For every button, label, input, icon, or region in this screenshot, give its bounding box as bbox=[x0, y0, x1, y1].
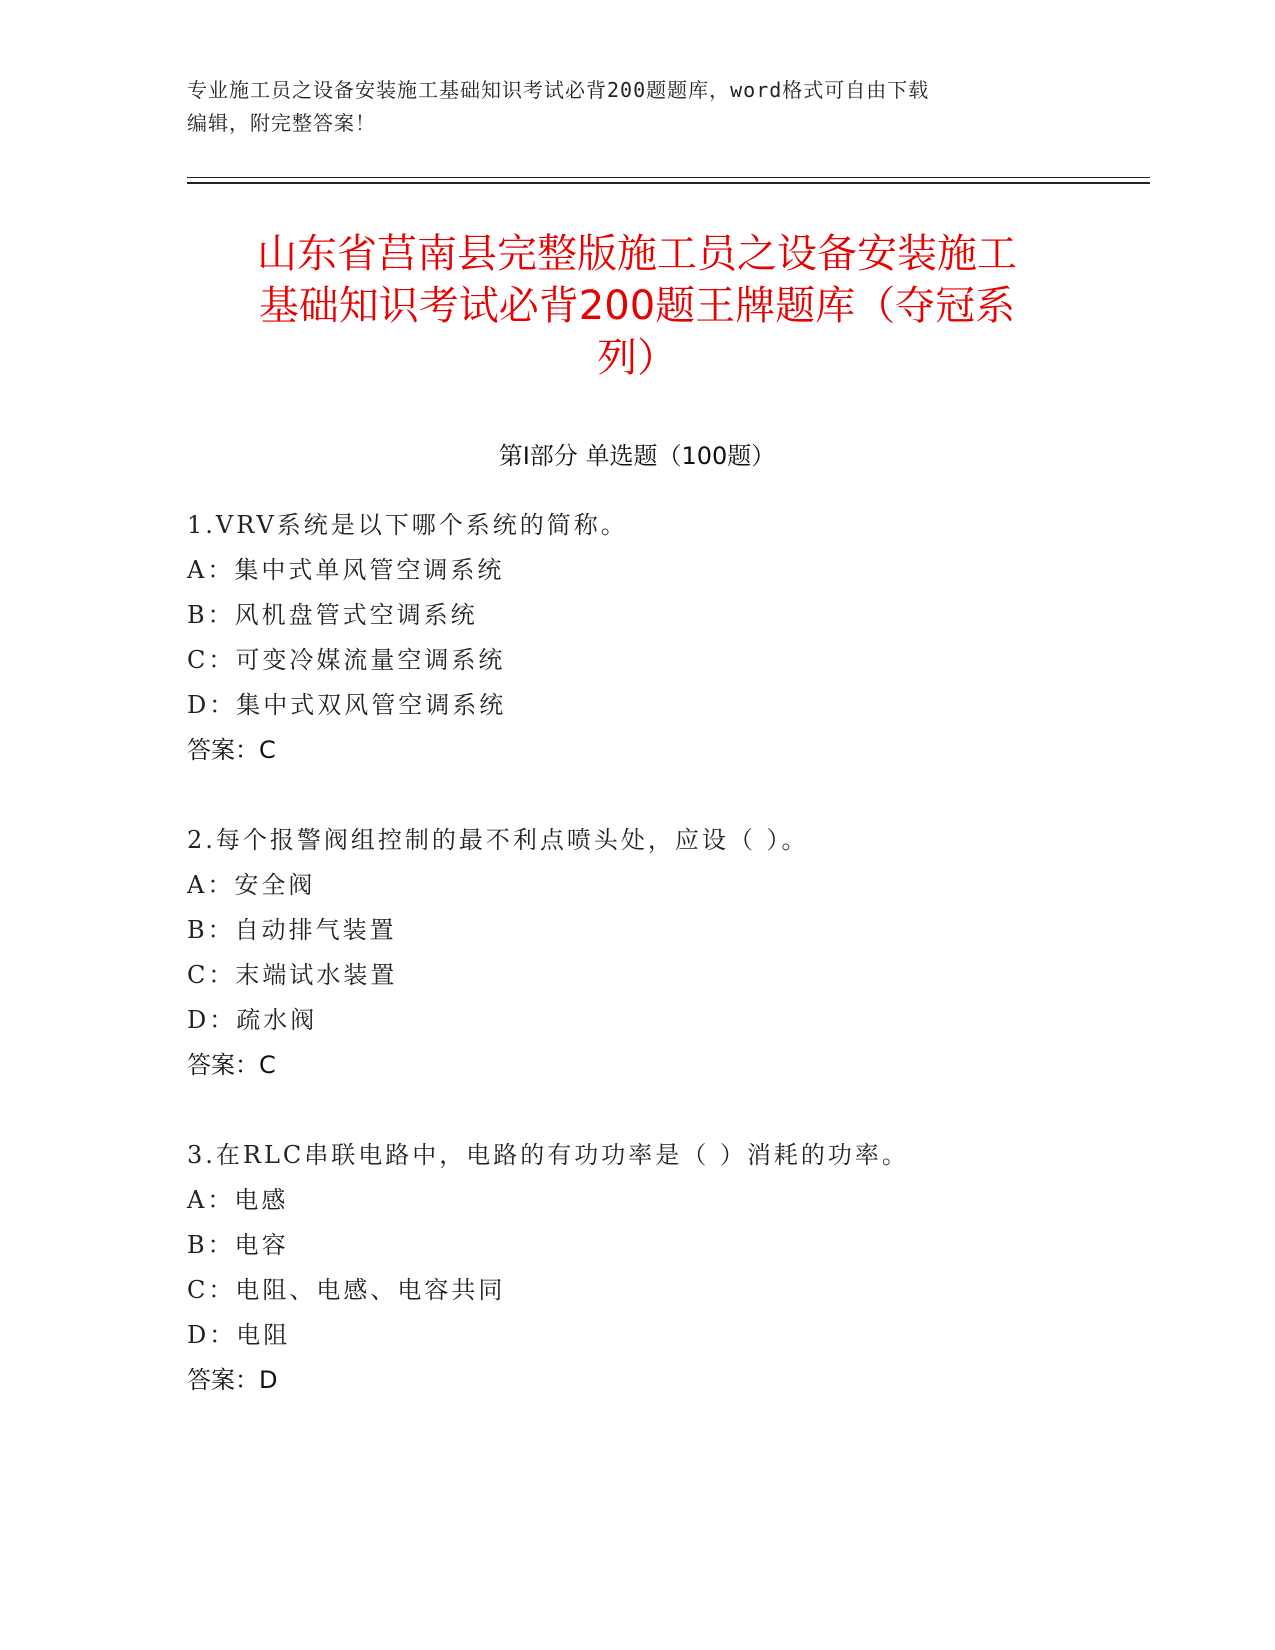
option-b: B：自动排气装置 bbox=[187, 916, 397, 944]
question-text: 2.每个报警阀组控制的最不利点喷头处，应设（ ）。 bbox=[187, 826, 809, 854]
title-line1: 山东省莒南县完整版施工员之设备安装施工 bbox=[257, 231, 1017, 277]
option-c: C：电阻、电感、电容共同 bbox=[187, 1276, 506, 1304]
header-note bbox=[187, 74, 1067, 140]
option-a: A：集中式单风管空调系统 bbox=[187, 556, 505, 584]
answer: 答案：C bbox=[187, 1051, 276, 1079]
question-block-1 bbox=[187, 503, 1147, 773]
header-divider-thick bbox=[187, 182, 1150, 184]
header-note-line2: 编辑，附完整答案！ bbox=[187, 111, 376, 135]
question-text: 1.VRV系统是以下哪个系统的简称。 bbox=[187, 511, 628, 539]
question-block-2 bbox=[187, 818, 1147, 1088]
option-c: C：可变冷媒流量空调系统 bbox=[187, 646, 506, 674]
title-line3: 列） bbox=[597, 335, 677, 381]
answer: 答案：D bbox=[187, 1366, 278, 1394]
option-a: A：电感 bbox=[187, 1186, 289, 1214]
option-b: B：风机盘管式空调系统 bbox=[187, 601, 478, 629]
option-c: C：末端试水装置 bbox=[187, 961, 398, 989]
option-a: A：安全阀 bbox=[187, 871, 316, 899]
header-note-line1: 专业施工员之设备安装施工基础知识考试必背200题题库，word格式可自由下载 bbox=[187, 78, 930, 102]
option-b: B：电容 bbox=[187, 1231, 289, 1259]
question-text: 3.在RLC串联电路中，电路的有功功率是（ ）消耗的功率。 bbox=[187, 1141, 909, 1169]
option-d: D：电阻 bbox=[187, 1321, 291, 1349]
section-heading: 第Ⅰ部分 单选题（100题） bbox=[498, 442, 776, 470]
document-title bbox=[187, 228, 1087, 384]
option-d: D：集中式双风管空调系统 bbox=[187, 691, 507, 719]
header-divider-thin bbox=[187, 177, 1150, 178]
question-block-3 bbox=[187, 1133, 1147, 1403]
title-line2: 基础知识考试必背200题王牌题库（夺冠系 bbox=[258, 283, 1016, 329]
answer: 答案：C bbox=[187, 736, 276, 764]
option-d: D：疏水阀 bbox=[187, 1006, 318, 1034]
